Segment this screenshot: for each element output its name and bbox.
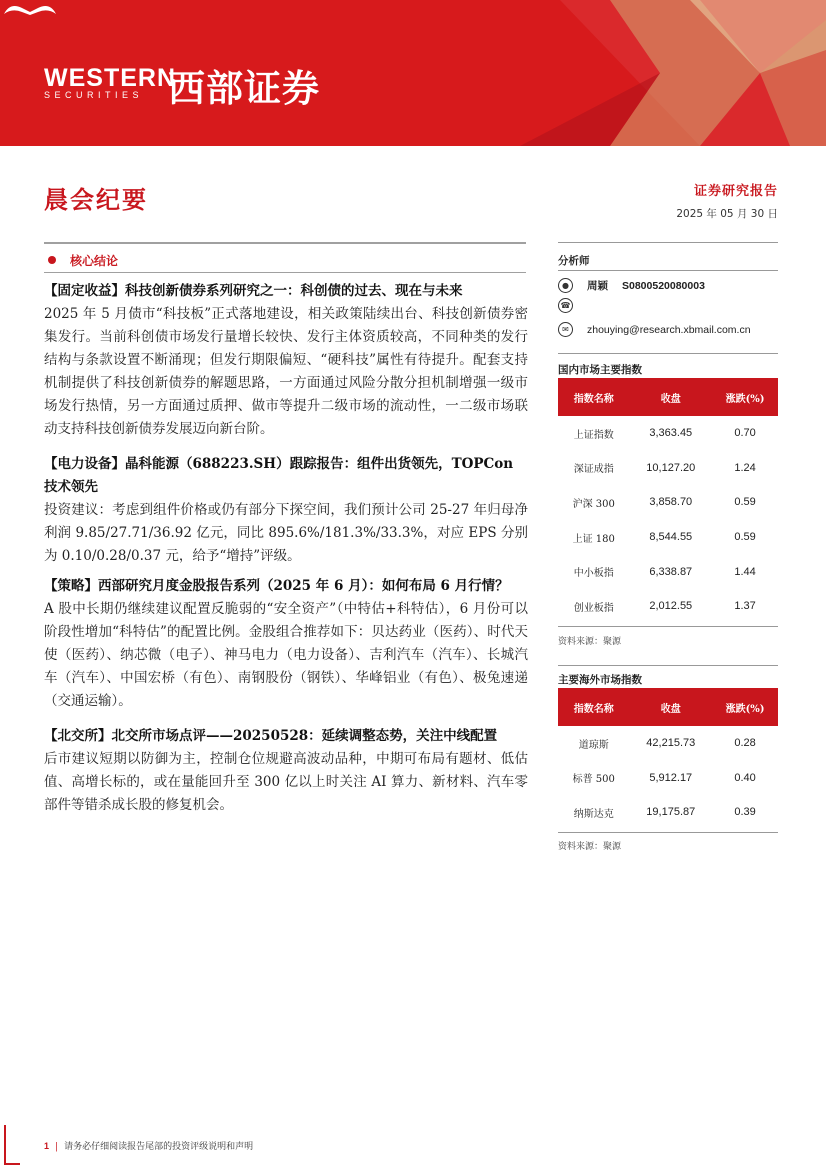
summary-item [44,725,528,817]
logo-en: WESTERN [44,64,176,92]
index-name: 中小板指 [573,568,614,580]
index-name: 上证指数 [573,429,614,441]
index-close: 3,363.45 [649,427,693,440]
analyst-email[interactable]: zhouying@research.xbmail.com.cn [587,323,751,336]
summary-item-body: 后市建议短期以防御为主，控制仓位规避高波动品种，中期可布局有题材、低估值、高增长标的，或在量能回升至 300 亿以上时关注 AI 算力、新材料、汽车零部件等错杀成长股的修复机会。 [44,751,528,813]
column-header: 指数名称 [558,688,629,726]
disclaimer: 请务必仔细阅读报告尾部的投资评级说明和声明 [64,1142,254,1152]
column-header: 涨跌(%) [712,378,778,416]
bull-horns-icon [0,0,60,16]
index-close: 19,175.87 [646,806,696,819]
table-row [558,451,778,486]
index-close: 3,858.70 [649,496,693,509]
header-banner [0,0,826,146]
main-content [44,280,528,824]
table-row [558,554,778,589]
table-row [558,726,778,761]
index-name: 上证 180 [572,533,615,545]
index-name: 纳斯达克 [573,808,614,820]
table-row [558,520,778,555]
domestic-index-table [558,378,778,624]
table-header-row [558,378,778,416]
summary-item-body: A 股中长期仍继续建议配置反脆弱的“安全资产”（中特估+科特估），6 月份可以阶段性增加“科特估”的配置比例。金股组合推荐如下：贝达药业（医药）、时代天使（医药）、纳芯微（电子）、神马电力（电力设备）、吉利汽车（汽车）、长城汽车（汽车）、中国宏桥（有色）、南钢股份（钢铁）、华峰铝业（有色）、极兔速递（交通运输）。 [44,601,528,709]
table-header-row [558,688,778,726]
domestic-heading: 国内市场主要指数 [558,364,642,376]
index-change: 0.59 [734,496,756,509]
column-header: 涨跌(%) [712,688,778,726]
divider [558,626,778,627]
index-close: 2,012.55 [649,600,693,613]
divider [558,270,778,271]
report-type: 证券研究报告 [693,184,778,199]
index-name: 标普 500 [572,774,615,786]
table-row [558,416,778,451]
index-name: 沪深 300 [572,498,615,510]
bullet-icon [48,256,56,264]
summary-item-title: 【固定收益】科技创新债券系列研究之一：科创债的过去、现在与未来 [44,283,463,299]
summary-item-title: 【策略】西部研究月度金股报告系列（2025 年 6 月）：如何布局 6 月行情？ [44,578,509,594]
index-change: 1.44 [734,565,756,578]
index-name: 创业板指 [573,602,614,614]
separator: | [55,1142,59,1152]
analyst-name: 周颖 [587,280,608,292]
divider [558,353,778,354]
section-heading-text: 核心结论 [70,254,119,268]
table-row [558,761,778,796]
divider [558,242,778,243]
index-close: 5,912.17 [649,771,693,784]
page-number: 1 [44,1141,50,1151]
report-date: 2025 年 05 月 30 日 [676,208,778,220]
table-row [558,795,778,830]
table-row [558,485,778,520]
index-name: 道琼斯 [578,739,609,751]
summary-item [44,575,528,713]
index-close: 10,127.20 [646,461,696,474]
index-change: 0.28 [734,737,756,750]
index-close: 42,215.73 [646,737,696,750]
index-change: 0.70 [734,427,756,440]
divider [44,272,526,273]
summary-item-title: 【北交所】北交所市场点评——20250528：延续调整态势，关注中线配置 [44,728,498,744]
column-header: 指数名称 [558,378,629,416]
column-header: 收盘 [629,378,712,416]
overseas-index-table [558,688,778,830]
index-close: 8,544.55 [649,531,693,544]
footer [44,1139,253,1152]
summary-item-body: 2025 年 5 月债市“科技板”正式落地建设，相关政策陆续出台、科技创新债券密集发行。当前科创债市场发行量增长较快、发行主体资质较高，不同种类的发行结构与条款设置不断涌现；但发行期限偏短、“硬科技”属性有待提升。配套支持机制提供了科技创新债券的解题思路，一方面通过风险分散分担机制增强一级市场发行热情，另一方面通过质押、做市等提升二级市场的流动性，一二级市场联动支持科技创新债券发展迈向新台阶。 [44,306,528,437]
divider [558,832,778,833]
overseas-heading: 主要海外市场指数 [558,674,642,686]
divider [558,665,778,666]
email-icon: ✉ [558,322,573,337]
index-close: 6,338.87 [649,565,693,578]
index-change: 0.59 [734,531,756,544]
table-row [558,589,778,624]
index-change: 1.37 [734,600,756,613]
analyst-email-row [558,322,751,337]
index-change: 1.24 [734,461,756,474]
phone-icon: ☎ [558,298,573,313]
summary-item-body: 投资建议：考虑到组件价格或仍有部分下探空间，我们预计公司 25-27 年归母净利润 9.85/27.71/36.92 亿元，同比 895.6%/181.3%/33.3%，对应 EPS 分别为 0.10/0.28/0.37 元，给予“增持”评级。 [44,502,528,564]
section-heading [48,252,118,269]
summary-item [44,280,528,441]
domestic-source: 资料来源：聚源 [558,637,622,647]
report-title: 晨会纪要 [44,185,148,214]
divider [44,242,526,244]
index-name: 深证成指 [573,464,614,476]
analyst-name-row [558,278,705,293]
logo-cn: 西部证券 [168,67,320,110]
index-change: 0.39 [734,806,756,819]
analyst-phone-row [558,298,587,313]
summary-item-title: 【电力设备】晶科能源（688223.SH）跟踪报告：组件出货领先，TOPCon 技术领先 [44,456,514,495]
corner-mark [0,1125,20,1169]
overseas-source: 资料来源：聚源 [558,842,622,852]
summary-item [44,453,528,568]
column-header: 收盘 [629,688,712,726]
logo-en-sub: SECURITIES [44,90,144,100]
index-change: 0.40 [734,771,756,784]
analyst-cert-id: S0800520080003 [622,279,705,292]
analyst-label: 分析师 [558,255,590,267]
person-icon: ● [558,278,573,293]
